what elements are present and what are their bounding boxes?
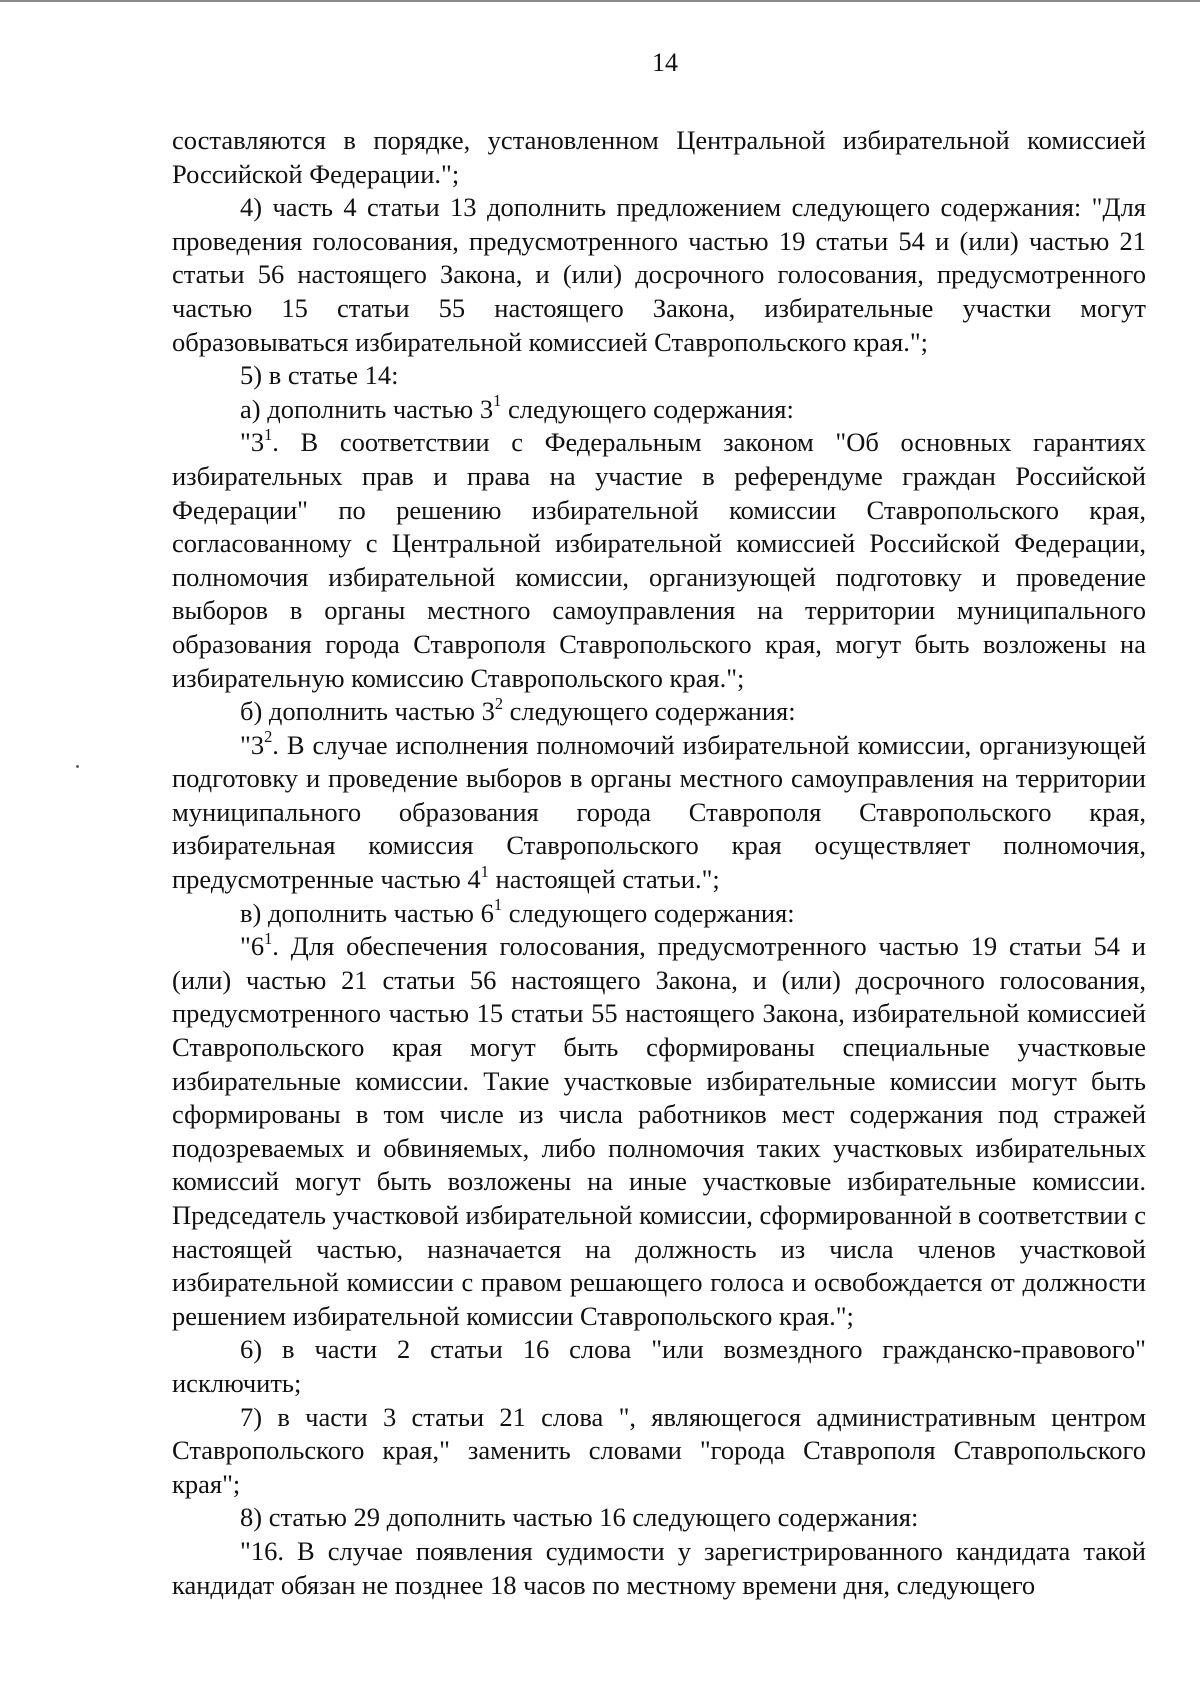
paragraph-part-3-2: "$3^2$. В случае исполнения полномочий избирательной комиссии, организующей подготовку и проведение выборов в органы местного самоуправления на территории муниципального образования города Ставрополя Ставропольского края, избирательная комиссия Ставропольского края осуществляет полномочия, предусмотренные частью $4^1$ настоящей статьи."; [172,727,1146,895]
scan-top-edge [0,0,1200,2]
paragraph-item-4: 4) часть 4 статьи 13 дополнить предложением следующего содержания: "Для проведения голосования, предусмотренного частью 19 статьи 54 и (или) частью 21 статьи 56 настоящего Закона, и (или) досрочного голосования, предусмотренного частью 15 статьи 55 настоящего Закона, избирательные участки могут образовываться избирательной комиссией Ставропольского края."; [172,192,1146,357]
paragraph-item-5b: б) дополнить частью $3^2$ следующего содержания: [240,693,796,727]
paragraph-continuation: составляются в порядке, установленном Центральной избирательной комиссией Российской Федерации."; [172,125,1146,189]
paragraph-item-5a: а) дополнить частью $3^1$ следующего содержания: [240,391,794,424]
page-number: 14 [652,48,678,77]
paragraph-item-5v: в) дополнить частью $6^1$ следующего содержания: [240,895,795,928]
paragraph-item-7: 7) в части 3 статьи 21 слова ", являющегося административным центром Ставропольского края," заменить словами "города Ставрополя Ставропольского края"; [172,1401,1146,1499]
paragraph-part-3-1: "$3^1$. В соответствии с Федеральным законом "Об основных гарантиях избирательных прав и права на участие в референдуме граждан Российской Федерации" по решению избирательной комиссии Ставропольского края, согласованному с Центральной избирательной комиссией Российской Федерации, полномочия избирательной комиссии, организующей подготовку и проведение выборов в органы местного самоуправления на территории муниципального образования города Ставрополя Ставропольского края, могут быть возложены на избирательную комиссию Ставропольского края."; [172,424,1146,693]
paragraph-part-6-1: "$6^1$. Для обеспечения голосования, предусмотренного частью 19 статьи 54 и (или) частью 21 статьи 56 настоящего Закона, и (или) досрочного голосования, предусмотренного частью 15 статьи 55 настоящего Закона, избирательной комиссией Ставропольского края могут быть сформированы специальные участковые избирательные комиссии. Такие участковые избирательные комиссии могут быть сформированы в том числе из числа работников мест содержания под стражей подозреваемых и обвиняемых, либо полномочия таких участковых избирательных комиссий могут быть возложены на иные участковые избирательные комиссии. Председатель участковой избирательной комиссии, сформированной в соответствии с настоящей частью, назначается на должность из числа членов участковой избирательной комиссии с правом решающего голоса и освобождается от должности решением избирательной комиссии Ставропольского края."; [172,928,1146,1331]
paragraph-item-6: 6) в части 2 статьи 16 слова "или возмездного гражданско-правового" исключить; [172,1334,1146,1398]
scan-speck [76,765,79,768]
document-body [172,124,1146,1602]
paragraph-item-5: 5) в статье 14: [240,360,399,391]
paragraph-part-16: "16. В случае появления судимости у зарегистрированного кандидата такой кандидат обязан не позднее 18 часов по местному времени дня, следующего [172,1535,1146,1600]
paragraph-item-8: 8) статью 29 дополнить частью 16 следующего содержания: [240,1502,919,1533]
